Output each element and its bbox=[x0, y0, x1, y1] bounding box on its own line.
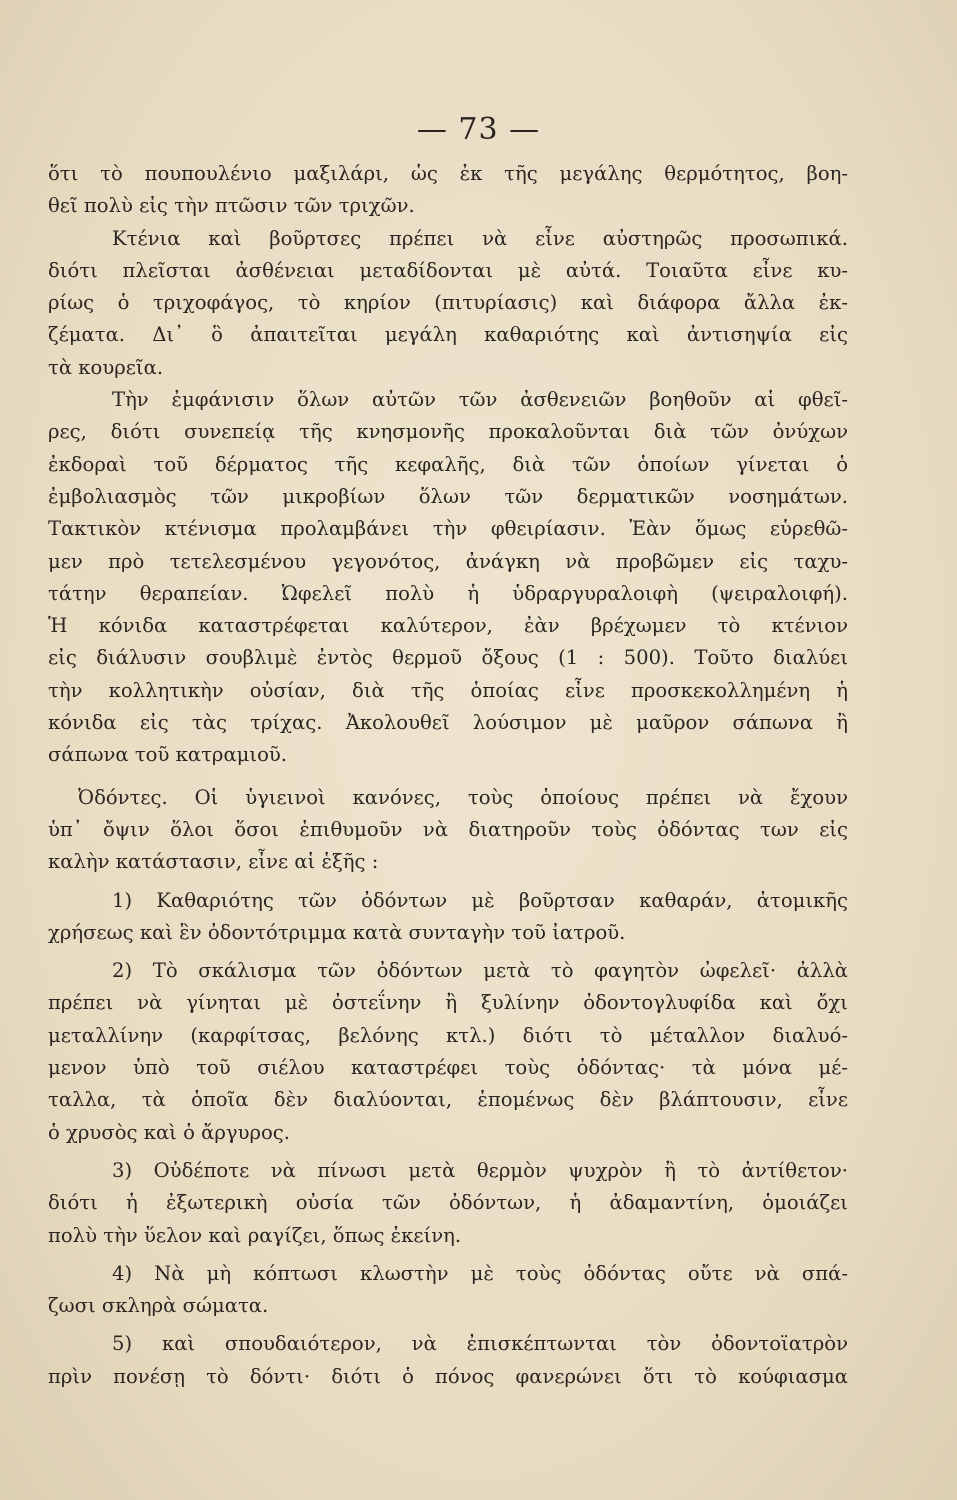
text-line: 1) Καθαριότης τῶν ὀδόντων μὲ βοῦρτσαν καθαράν, ἀτομικῆς bbox=[112, 888, 848, 912]
text-line: μεταλλίνην (καρφίτσας, βελόνης κτλ.) διότι τὸ μέταλλον διαλυό- bbox=[48, 1023, 848, 1047]
text-line: Τὴν ἐμφάνισιν ὅλων αὐτῶν τῶν ἀσθενειῶν βοηθοῦν αἱ φθεῖ- bbox=[112, 388, 848, 412]
text-line: καλὴν κατάστασιν, εἶνε αἱ ἑξῆς : bbox=[48, 850, 379, 874]
text-line: 5) καὶ σπουδαιότερον, νὰ ἐπισκέπτωνται τὸν ὀδοντοϊατρὸν bbox=[112, 1332, 848, 1356]
text-line: τὴν κολλητικὴν οὐσίαν, διὰ τῆς ὁποίας εἶνε προσκεκολλημένη ἡ bbox=[48, 678, 848, 702]
text-line: κόνιδα εἰς τὰς τρίχας. Ἀκολουθεῖ λούσιμον μὲ μαῦρον σάπωνα ἢ bbox=[48, 711, 848, 735]
text-line: ρες, διότι συνεπείᾳ τῆς κνησμονῆς προκαλοῦνται διὰ τῶν ὀνύχων bbox=[48, 420, 848, 444]
text-line: Κτένια καὶ βοῦρτσες πρέπει νὰ εἶνε αὐστηρῶς προσωπικά. bbox=[112, 226, 848, 250]
text-line: πρὶν πονέσῃ τὸ δόντι· διότι ὁ πόνος φανερώνει ὅτι τὸ κούφιασμα bbox=[48, 1364, 848, 1388]
text-line: 4) Νὰ μὴ κόπτωσι κλωστὴν μὲ τοὺς ὀδόντας οὔτε νὰ σπά- bbox=[112, 1261, 848, 1285]
text-line: ἐμβολιασμὸς τῶν μικροβίων ὅλων τῶν δερματικῶν νοσημάτων. bbox=[48, 484, 848, 508]
text-line: ὅτι τὸ πουπουλένιο μαξιλάρι, ὡς ἐκ τῆς μεγάλης θερμότητος, βοη- bbox=[48, 162, 848, 185]
text-line: 2) Τὸ σκάλισμα τῶν ὀδόντων μετὰ τὸ φαγητὸν ὠφελεῖ· ἀλλὰ bbox=[112, 959, 848, 983]
body-text bbox=[48, 158, 848, 1393]
text-line: πρέπει νὰ γίνηται μὲ ὀστεΐνην ἢ ξυλίνην ὀδοντογλυφίδα καὶ ὄχι bbox=[48, 991, 848, 1015]
text-line: ζωσι σκληρὰ σώματα. bbox=[48, 1294, 269, 1318]
text-line: εἰς διάλυσιν σουβλιμὲ ἐντὸς θερμοῦ ὄξους (1 : 500). Τοῦτο διαλύει bbox=[48, 646, 848, 670]
text-line: διότι ἡ ἐξωτερικὴ οὐσία τῶν ὀδόντων, ἡ ἀδαμαντίνη, ὁμοιάζει bbox=[48, 1191, 848, 1215]
text-line: ὑπ᾽ ὄψιν ὅλοι ὅσοι ἐπιθυμοῦν νὰ διατηροῦν τοὺς ὀδόντας των εἰς bbox=[48, 817, 848, 841]
text-line: μενον ὑπὸ τοῦ σιέλου καταστρέφει τοὺς ὀδόντας· τὰ μόνα μέ- bbox=[48, 1056, 848, 1080]
text-line: ταλλα, τὰ ὁποῖα δὲν διαλύονται, ἑπομένως δὲν βλάπτουσιν, εἶνε bbox=[48, 1088, 848, 1112]
text-line: χρήσεως καὶ ἓν ὀδοντότριμμα κατὰ συνταγὴν τοῦ ἰατροῦ. bbox=[48, 920, 626, 944]
text-line: θεῖ πολὺ εἰς τὴν πτῶσιν τῶν τριχῶν. bbox=[48, 194, 415, 218]
text-line: Ἡ κόνιδα καταστρέφεται καλύτερον, ἐὰν βρέχωμεν τὸ κτένιον bbox=[48, 614, 848, 638]
text-line: ἐκδοραὶ τοῦ δέρματος τῆς κεφαλῆς, διὰ τῶν ὁποίων γίνεται ὁ bbox=[48, 452, 848, 476]
text-line: ζέματα. Δι᾽ ὃ ἀπαιτεῖται μεγάλη καθαριότης καὶ ἀντισηψία εἰς bbox=[48, 323, 848, 347]
text-line: 3) Οὐδέποτε νὰ πίνωσι μετὰ θερμὸν ψυχρὸν ἢ τὸ ἀντίθετον· bbox=[112, 1158, 848, 1182]
text-line: ρίως ὁ τριχοφάγος, τὸ κηρίον (πιτυρίασις) καὶ διάφορα ἄλλα ἐκ- bbox=[48, 291, 848, 315]
text-line: μεν πρὸ τετελεσμένου γεγονότος, ἀνάγκη νὰ προβῶμεν εἰς ταχυ- bbox=[48, 549, 848, 573]
text-line: τὰ κουρεῖα. bbox=[48, 355, 164, 379]
text-line: τάτην θεραπείαν. Ὠφελεῖ πολὺ ἡ ὑδραργυραλοιφὴ (ψειραλοιφή). bbox=[48, 581, 848, 605]
text-line: ὁ χρυσὸς καὶ ὁ ἄργυρος. bbox=[48, 1120, 291, 1144]
page-number: — 73 — bbox=[416, 112, 541, 147]
text-line: σάπωνα τοῦ κατραμιοῦ. bbox=[48, 743, 288, 767]
text-line: διότι πλεῖσται ἀσθένειαι μεταδίδονται μὲ αὐτά. Τοιαῦτα εἶνε κυ- bbox=[48, 258, 848, 282]
text-line: πολὺ τὴν ὕελον καὶ ραγίζει, ὅπως ἐκείνη. bbox=[48, 1223, 462, 1247]
text-line: Τακτικὸν κτένισμα προλαμβάνει τὴν φθειρίασιν. Ἐὰν ὅμως εὑρεθῶ- bbox=[48, 517, 848, 541]
text-line: Ὀδόντες. Οἱ ὑγιεινοὶ κανόνες, τοὺς ὁποίους πρέπει νὰ ἔχουν bbox=[78, 785, 848, 809]
